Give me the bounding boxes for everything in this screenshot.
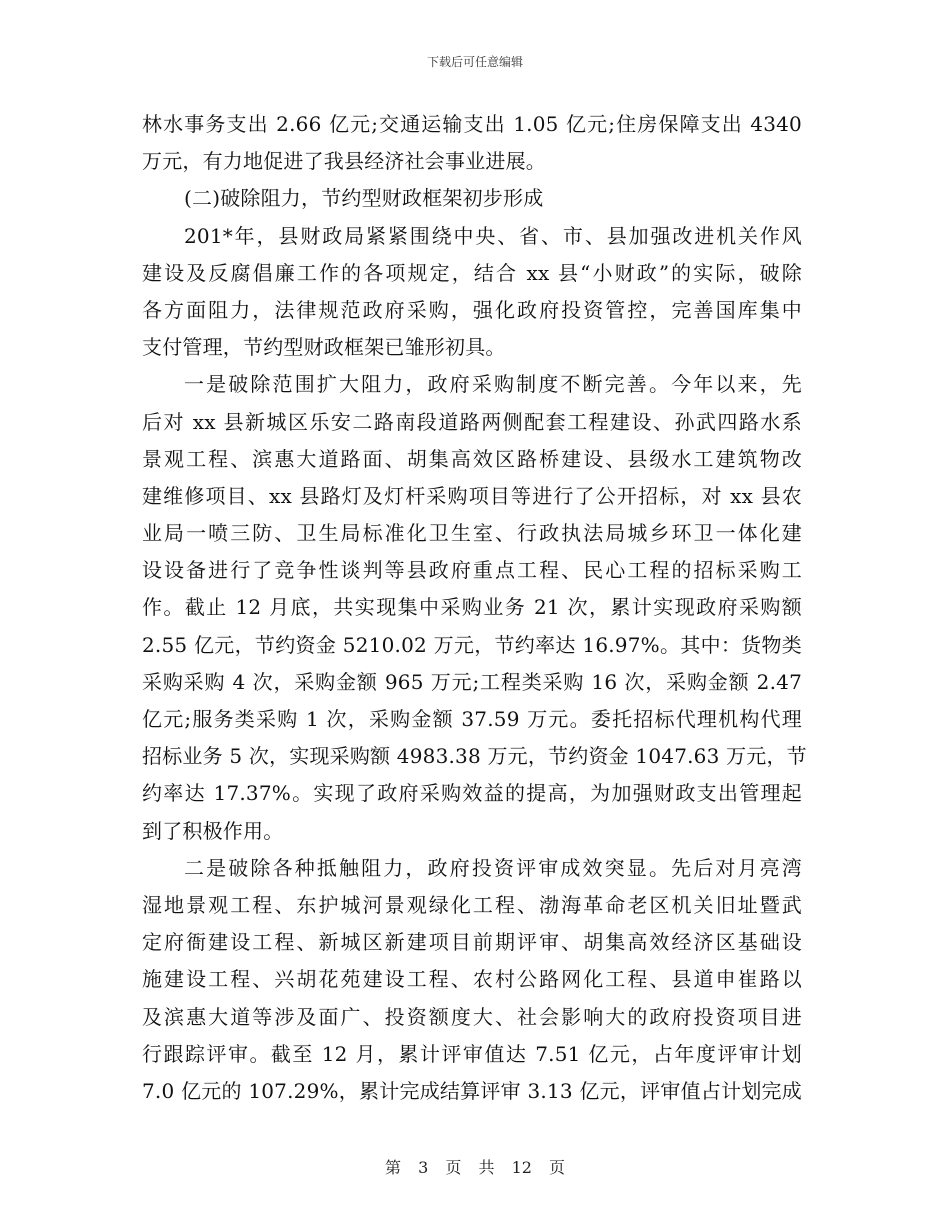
text-line: 到了积极作用。 bbox=[142, 818, 284, 843]
text-line: 约率达 17.37%。实现了政府采购效益的提高，为加强财政支出管理起 bbox=[142, 781, 802, 806]
text-line: 林水事务支出 2.66 亿元;交通运输支出 1.05 亿元;住房保障支出 4340 bbox=[142, 112, 802, 136]
text-line: 建维修项目、xx 县路灯及灯杆采购项目等进行了公开招标，对 xx 县农 bbox=[142, 483, 802, 508]
text-line: 作。截止 12 月底，共实现集中采购业务 21 次，累计实现政府采购额 bbox=[142, 595, 802, 620]
text-line: 湿地景观工程、东护城河景观绿化工程、渤海革命老区机关旧址暨武 bbox=[142, 892, 802, 917]
text-line: 及滨惠大道等涉及面广、投资额度大、社会影响大的政府投资项目进 bbox=[142, 1004, 802, 1029]
text-line: 设设备进行了竞争性谈判等县政府重点工程、民心工程的招标采购工 bbox=[142, 558, 802, 583]
footer-total-pages: 12 bbox=[511, 1158, 532, 1177]
text-line: 业局一喷三防、卫生局标准化卫生室、行政执法局城乡环卫一体化建 bbox=[142, 521, 802, 546]
section-heading: (二)破除阻力，节约型财政框架初步形成 bbox=[184, 186, 544, 211]
text-line: 定府衙建设工程、新城区新建项目前期评审、胡集高效经济区基础设 bbox=[142, 930, 802, 955]
footer-suffix: 页 bbox=[549, 1158, 566, 1177]
text-line: 万元，有力地促进了我县经济社会事业进展。 bbox=[142, 149, 546, 174]
text-line: 行跟踪评审。截至 12 月，累计评审值达 7.51 亿元，占年度评审计划 bbox=[142, 1041, 802, 1066]
text-line: 招标业务 5 次，实现采购额 4983.38 万元，节约资金 1047.63 万元，节 bbox=[142, 744, 807, 769]
footer-prefix: 第 bbox=[384, 1158, 401, 1177]
footer-total-word: 共 bbox=[478, 1158, 495, 1177]
text-line: 7.0 亿元的 107.29%，累计完成结算评审 3.13 亿元，评审值占计划完成 bbox=[142, 1078, 802, 1103]
page-footer bbox=[0, 1155, 950, 1178]
text-line: 二是破除各种抵触阻力，政府投资评审成效突显。先后对月亮湾 bbox=[184, 855, 802, 880]
text-line: 2.55 亿元，节约资金 5210.02 万元，节约率达 16.97%。其中：货物类 bbox=[142, 632, 802, 657]
text-line: 一是破除范围扩大阻力，政府采购制度不断完善。今年以来，先 bbox=[184, 372, 802, 397]
page-header: 下载后可任意编辑 bbox=[426, 55, 523, 69]
text-line: 亿元;服务类采购 1 次，采购金额 37.59 万元。委托招标代理机构代理 bbox=[142, 707, 802, 731]
text-line: 采购采购 4 次，采购金额 965 万元;工程类采购 16 次，采购金额 2.47 bbox=[142, 669, 802, 694]
text-line: 建设及反腐倡廉工作的各项规定，结合 xx 县“小财政”的实际，破除 bbox=[142, 260, 802, 285]
text-line: 各方面阻力，法律规范政府采购，强化政府投资管控，完善国库集中 bbox=[142, 297, 802, 322]
text-line: 后对 xx 县新城区乐安二路南段道路两侧配套工程建设、孙武四路水系 bbox=[142, 409, 802, 434]
footer-page-word: 页 bbox=[445, 1158, 462, 1177]
footer-page-number: 3 bbox=[418, 1158, 429, 1177]
text-line: 施建设工程、兴胡花苑建设工程、农村公路网化工程、县道申崔路以 bbox=[142, 967, 802, 992]
text-line: 支付管理，节约型财政框架已雏形初具。 bbox=[142, 335, 506, 360]
document-body bbox=[142, 106, 807, 1110]
text-line: 201*年，县财政局紧紧围绕中央、省、市、县加强改进机关作风 bbox=[184, 223, 802, 248]
text-line: 景观工程、滨惠大道路面、胡集高效区路桥建设、县级水工建筑物改 bbox=[142, 446, 802, 471]
